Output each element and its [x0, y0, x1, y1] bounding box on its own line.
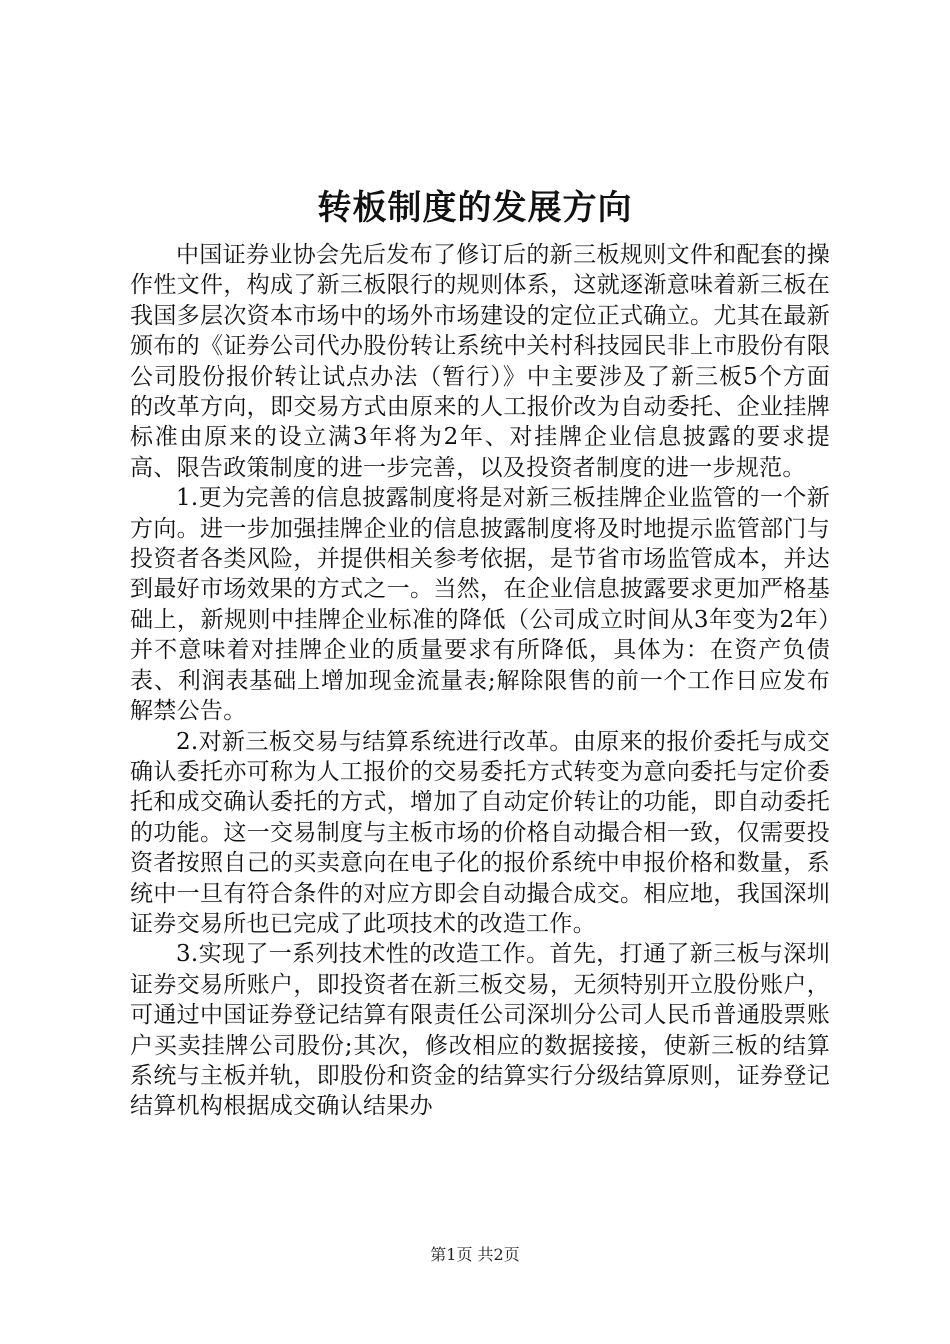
paragraph-item-3: 3.实现了一系列技术性的改造工作。首先，打通了新三板与深圳证券交易所账户，即投资者在新三板交易，无须特别开立股份账户，可通过中国证券登记结算有限责任公司深圳分公司人民币普通股票账户买卖挂牌公司股份;其次，修改相应的数据接接，使新三板的结算系统与主板并轨，即股份和资金的结算实行分级结算原则，证券登记结算机构根据成交确认结果办 — [130, 941, 830, 1120]
page-footer: 第1页 共2页 — [430, 1245, 520, 1264]
paragraph-intro: 中国证券业协会先后发布了修订后的新三板规则文件和配套的操作性文件，构成了新三板限行的规则体系，这就逐渐意味着新三板在我国多层次资本市场中的场外市场建设的定位正式确立。尤其在最新颁布的《证券公司代办股份转让系统中关村科技园民非上市股份有限公司股份报价转让试点办法（暂行）》中主要涉及了新三板5个方面的改革方向，即交易方式由原来的人工报价改为自动委托、企业挂牌标准由原来的设立满3年将为2年、对挂牌企业信息披露的要求提高、限告政策制度的进一步完善，以及投资者制度的进一步规范。 — [130, 242, 830, 481]
document-body — [130, 240, 830, 1122]
document-title: 转板制度的发展方向 — [317, 188, 633, 228]
paragraph-item-1: 1.更为完善的信息披露制度将是对新三板挂牌企业监管的一个新方向。进一步加强挂牌企业的信息披露制度将及时地提示监管部门与投资者各类风险，并提供相关参考依据，是节省市场监管成本，并达到最好市场效果的方式之一。当然，在企业信息披露要求更加严格基础上，新规则中挂牌企业标准的降低（公司成立时间从3年变为2年）并不意味着对挂牌企业的质量要求有所降低，具体为：在资产负债表、利润表基础上增加现金流量表;解除限售的前一个工作日应发布解禁公告。 — [130, 485, 830, 725]
paragraph-item-2: 2.对新三板交易与结算系统进行改革。由原来的报价委托与成交确认委托亦可称为人工报价的交易委托方式转变为意向委托与定价委托和成交确认委托的方式，增加了自动定价转让的功能，即自动委托的功能。这一交易制度与主板市场的价格自动撮合相一致，仅需要投资者按照自己的买卖意向在电子化的报价系统中申报价格和数量，系统中一旦有符合条件的对应方即会自动撮合成交。相应地，我国深圳证券交易所也已完成了此项技术的改造工作。 — [130, 728, 830, 937]
